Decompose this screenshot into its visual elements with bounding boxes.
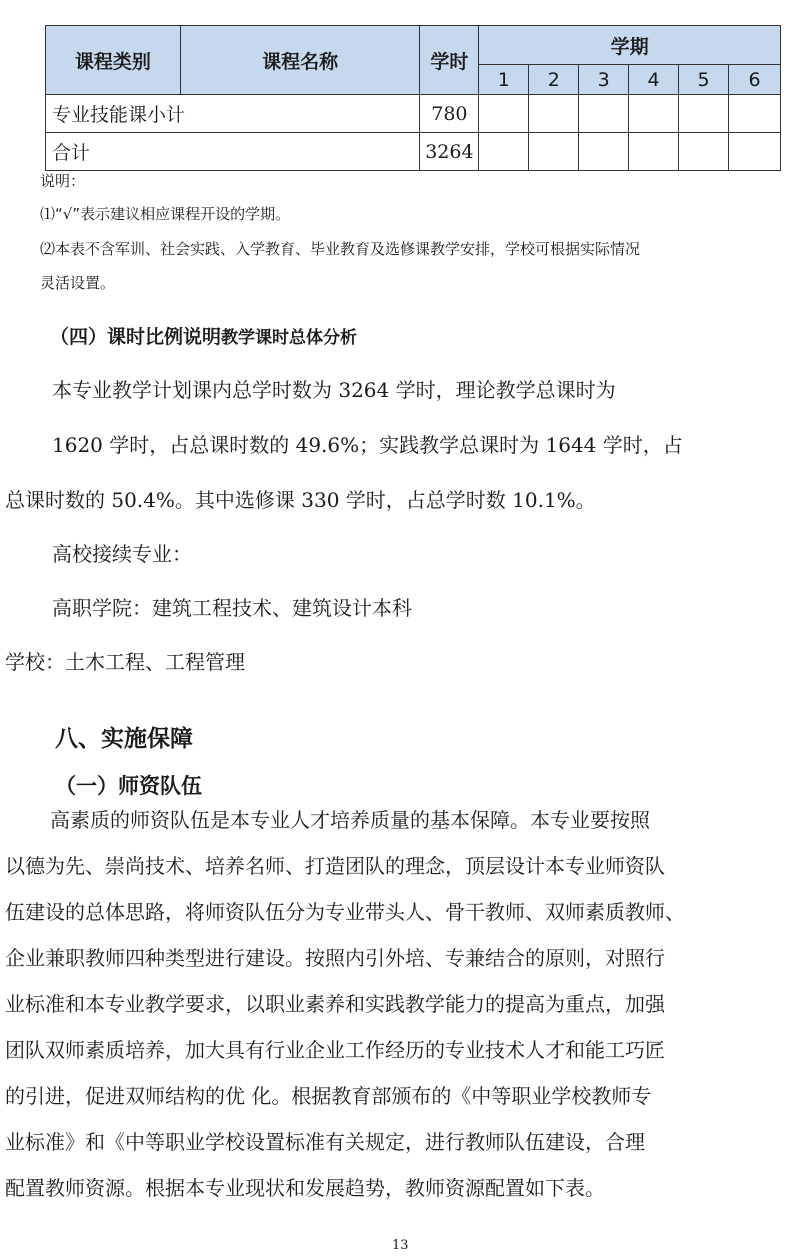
semester-cell xyxy=(679,133,729,171)
semester-3: 3 xyxy=(579,65,629,95)
body-line: 团队双师素质培养，加大具有行业企业工作经历的专业技术人才和能工巧匠 xyxy=(5,1038,665,1062)
body-line: 学校：土木工程、工程管理 xyxy=(5,650,245,674)
page-number: 13 xyxy=(392,1238,409,1253)
row-hours: 3264 xyxy=(420,133,479,171)
body-line: 以德为先、崇尚技术、培养名师、打造团队的理念，顶层设计本专业师资队 xyxy=(5,854,665,878)
semester-cell xyxy=(479,95,529,133)
row-label: 合计 xyxy=(46,133,420,171)
section4-heading xyxy=(50,322,357,349)
course-hours-table xyxy=(45,25,781,171)
semester-5: 5 xyxy=(679,65,729,95)
table-row xyxy=(46,133,781,171)
body-line: 高素质的师资队伍是本专业人才培养质量的基本保障。本专业要按照 xyxy=(50,808,650,832)
note-item: ⑴“√”表示建议相应课程开设的学期。 xyxy=(40,205,291,223)
table-row xyxy=(46,95,781,133)
header-course-name: 课程名称 xyxy=(180,26,420,95)
semester-2: 2 xyxy=(529,65,579,95)
section4-heading-sub: 教学课时总体分析 xyxy=(221,328,358,348)
semester-6: 6 xyxy=(728,65,780,95)
section8-subheading: （一）师资队伍 xyxy=(55,774,202,798)
row-hours: 780 xyxy=(420,95,479,133)
body-line: 高校接续专业： xyxy=(52,542,192,566)
body-line: 1620 学时，占总课时数的 49.6%；实践教学总课时为 1644 学时，占 xyxy=(52,433,683,457)
body-line: 业标准》和《中等职业学校设置标准有关规定，进行教师队伍建设，合理 xyxy=(5,1130,645,1154)
semester-cell xyxy=(579,133,629,171)
body-line: 的引进，促进双师结构的优 化。根据教育部颁布的《中等职业学校教师专 xyxy=(5,1084,652,1108)
semester-cell xyxy=(728,133,780,171)
body-line: 总课时数的 50.4%。其中选修课 330 学时，占总学时数 10.1%。 xyxy=(5,488,596,512)
semester-cell xyxy=(679,95,729,133)
semester-cell xyxy=(629,95,679,133)
semester-cell xyxy=(728,95,780,133)
body-line: 伍建设的总体思路，将师资队伍分为专业带头人、骨干教师、双师素质教师、 xyxy=(5,900,685,924)
body-line: 业标准和本专业教学要求，以职业素养和实践教学能力的提高为重点，加强 xyxy=(5,992,665,1016)
row-label: 专业技能课小计 xyxy=(46,95,420,133)
semester-cell xyxy=(529,95,579,133)
note-item: 灵活设置。 xyxy=(40,274,116,292)
semester-cell xyxy=(479,133,529,171)
body-line: 配置教师资源。根据本专业现状和发展趋势，教师资源配置如下表。 xyxy=(5,1176,605,1200)
body-line: 企业兼职教师四种类型进行建设。按照内引外培、专兼结合的原则，对照行 xyxy=(5,946,665,970)
section8-heading: 八、实施保障 xyxy=(55,726,193,752)
semester-cell xyxy=(579,95,629,133)
semester-cell xyxy=(529,133,579,171)
semester-1: 1 xyxy=(479,65,529,95)
header-semester: 学期 xyxy=(479,26,781,65)
header-category: 课程类别 xyxy=(46,26,181,95)
section4-heading-main: （四）课时比例说明 xyxy=(50,326,222,348)
note-item: ⑵本表不含军训、社会实践、入学教育、毕业教育及选修课教学安排，学校可根据实际情况 xyxy=(40,240,641,258)
body-line: 高职学院：建筑工程技术、建筑设计本科 xyxy=(52,596,412,620)
body-line: 本专业教学计划课内总学时数为 3264 学时，理论教学总课时为 xyxy=(52,378,616,402)
semester-4: 4 xyxy=(629,65,679,95)
semester-cell xyxy=(629,133,679,171)
notes-title: 说明： xyxy=(40,172,86,190)
header-hours: 学时 xyxy=(420,26,479,95)
